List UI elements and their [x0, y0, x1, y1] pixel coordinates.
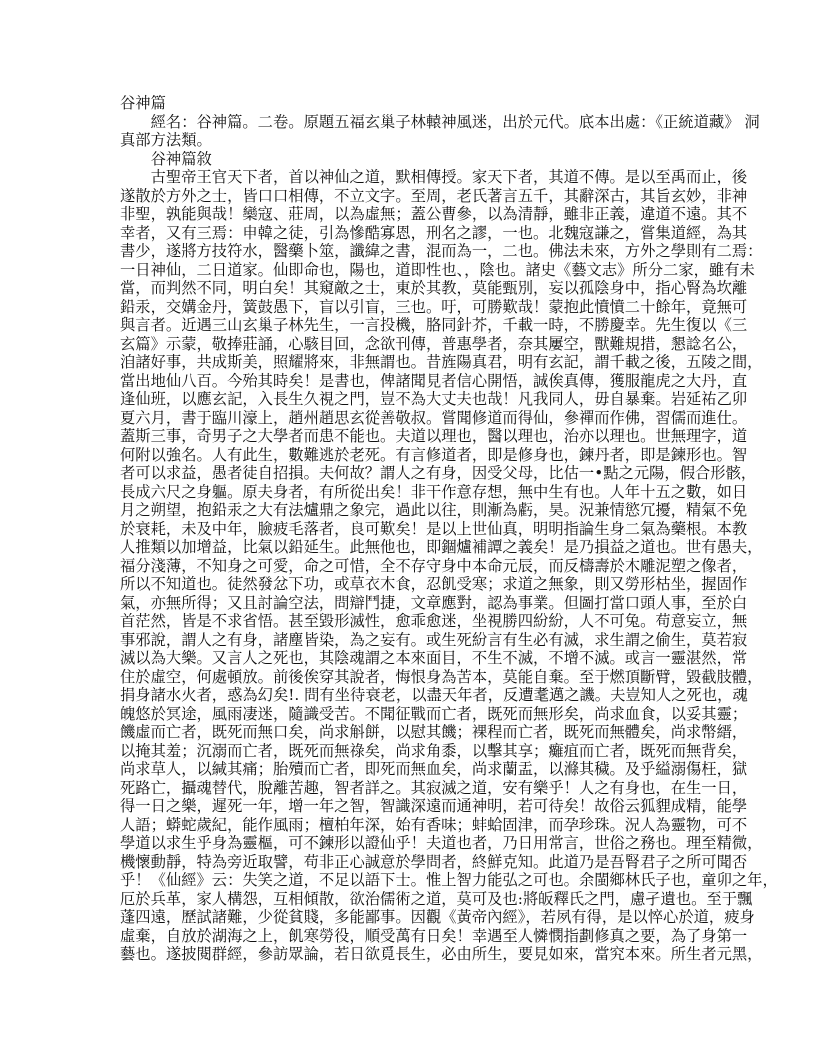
body-line: 乎！《仙經》云：失笑之道，不足以語下士。惟上智力能弘之可也。余閩鄉林氏子也，童卯之年，: [120, 871, 778, 889]
document-page: [120, 94, 778, 964]
body-line: 玄篇》示蒙，敬捧莊誦，心駭目回，念欲刊傳，普惠學者，奈其屢空，獸難規措，懇諗名公，: [120, 334, 748, 353]
body-line: 以掩其羞；沉溺而亡者，既死而無祿矣，尚求角黍，以擊其享；癱疽而亡者，既死而無背矣，: [120, 741, 748, 760]
body-line: 魄悠於冥途，風雨凄迷，隨識受苦。不聞征戰而亡者，既死而無形矣，尚求血食，以妥其靈；: [120, 704, 748, 723]
body-line: 當，而判然不同，明白矣！其窺敵之士，東於其教，莫能甄別，妄以孤陰身中，指心腎為坎離: [120, 279, 748, 297]
body-line: 學道以求生乎身為靈樞，可不鍊形以證仙乎！夫道也者，乃日用常言，世俗之務也。理至精微，: [120, 834, 763, 852]
body-line: 滅以為大樂。又言人之死也，其陰魂謂之本來面目，不生不滅，不增不滅。或言一靈湛然，常: [120, 649, 748, 667]
body-line: 長成六尺之身軀。原夫身者，有所從出矣！非干作意存想，無中生有也。人年十五之數，如日: [120, 482, 748, 501]
body-line: 鉛汞，交媾金丹，簧鼓愚下，盲以引盲，三也。吁，可勝歎哉！蒙抱此憤憤二十餘年，竟無可: [120, 297, 748, 316]
body-line: 死路亡，攝魂替代，脫離苦趣，智者詳之。其寂滅之道，安有樂乎！人之有身也，在生一日，: [120, 778, 748, 797]
body-line: 洎諸好事，共成斯美，照耀將來，非無謂也。昔旌陽真君，明有玄記，謂千載之後，五陵之間，: [120, 353, 763, 371]
document-title: 谷神篇: [120, 94, 166, 112]
body-line: 一日神仙，二日道家。仙即命也，陽也，道即性也、，陰也。諸史《藝文志》所分二家，雖有未: [120, 260, 755, 279]
body-line: 氣，亦無所得；又且討論空法，問辯鬥捷，文章應對，認為事業。但圖打當口頭人事，至於白: [120, 593, 748, 612]
body-line: 於衰耗，未及中年，臉疲毛落者，良可歎矣！是以上世仙真，明明指論生身二氣為藥根。本教: [120, 519, 748, 538]
body-line: 得一日之樂，遲死一年，增一年之智，智識深遠而通神明，若可待矣！故俗云狐貍成精，能學: [120, 797, 748, 815]
section-heading: 谷神篇敘: [150, 149, 212, 168]
body-line: 幸者，又有三焉：申韓之徒，引為慘酷寡恩，刑名之謬，一也。北魏寇謙之，嘗集道經，為其: [120, 223, 748, 242]
body-line: 逢仙班，以應玄記，入長生久視之門，豈不為大丈夫也哉！凡我同人，毋自暴棄。岩延祐乙卯: [120, 390, 748, 408]
body-line: 人語；蟒蛇歲紀，能作風雨；檀柏年深，始有香味；蚌蛤固津，而孕珍珠。況人為靈物，可不: [120, 815, 748, 834]
meta-line: 經名：谷神篇。二卷。原題五福玄巢子林轅神風迷，出於元代。底本出處：《正統道藏》 洞: [150, 112, 760, 131]
body-line: 虛棄，自放於湖海之上，飢寒勞役，順受萬有日矣！幸遇至人憐憫指劃修真之要，為了身第一: [120, 926, 748, 945]
body-line: 蓬四遠，歷試諸難，少從貧賤，多能鄙事。因觀《黃帝內經》，若夙有得，是以悴心於道，疲身: [120, 908, 755, 926]
body-line: 夏六月，書于臨川濠上，趙州趙思玄從善敬叔。嘗聞修道而得仙，參禪而作佛，習儒而進仕。: [120, 408, 748, 427]
body-line: 蓋斯三事，奇男子之大學者而患不能也。夫道以理也，醫以理也，治亦以理也。世無理字，道: [120, 427, 748, 445]
body-line: 當出地仙八百。今殆其時矣！是書也，俾諸聞見者信心開悟，誠俟真傳，獲服龍虎之大丹，直: [120, 371, 748, 390]
body-line: 厄於兵革，家人構怨，互相傾散，欲治儒術之道，莫可及也:將皈釋氏之門，慮孑遺也。至于飄: [120, 889, 753, 908]
body-line: 首茫然，皆是不求省悟。甚至毀形滅性，愈乖愈迷，坐視勝四紛紛，人不可兔。苟意妄立，無: [120, 612, 748, 630]
body-line: 事邪說，謂人之有身，諸塵皆染，為之妄有。或生死紛言有生必有滅，求生謂之偷生，莫若寂: [120, 630, 748, 649]
body-line: 藝也。遂披閱群經，參訪眾論，若日欲覓長生，必由所生，要見如來，當究本來。所生者元黑，: [120, 945, 763, 963]
body-line: 福分淺薄，不知身之可愛，命之可惜，全不存守身中本命元辰，而反檮壽於木雕泥塑之像者，: [120, 556, 748, 575]
body-line: 捐身諸水火者，惑為幻矣!. 問有坐待衰老，以盡天年者，反遭耄邁之譏。夫豈知人之死也，魂: [120, 686, 748, 704]
body-line: 非聖，孰能與哉！欒寇、莊周，以為虛無；蓋公曹參，以為清靜，雖非正義，違道不遠。其不: [120, 205, 748, 223]
body-line: 人推類以加增益，比氣以鉛延生。此無他也，即錮爐補譚之義矣！是乃損益之道也。世有愚夫，: [120, 538, 763, 556]
body-line: 古聖帝王官天下者，首以神仙之道，默相傳授。家天下者，其道不傳。是以至禹而止，後: [150, 168, 748, 186]
body-line: 月之朔望，抱鉛汞之大有法爐鼎之象完，過此以往，則漸為虧，昊。況兼情慾冗擾，精氣不免: [120, 501, 748, 519]
body-line: 何附以強名。人有此生，數難逃於老死。有言修道者，即是修身也，鍊丹者，即是鍊形也。智: [120, 445, 748, 464]
meta-line: 真部方法類。: [120, 131, 212, 149]
body-line: 書少，遂將方技符水，醫藥卜筮，讖緯之書，混而為一，二也。佛法未來，方外之學則有二焉：: [120, 242, 763, 260]
body-line: 與言者。近遇三山玄巢子林先生，一言投機，胳同針芥，千載一時，不勝慶幸。先生復以《三: [120, 316, 748, 334]
body-line: 饑虛而亡者，既死而無口矣，尚求斛餅，以慰其饑；裸程而亡者，既死而無體矣，尚求幣縉，: [120, 723, 748, 741]
body-line: 住於虛空，何處頓放。前後俟穿其說者，悔恨身為苦本，莫能自棄。至于燃頂斷臂，毀截肢體，: [120, 667, 763, 686]
body-line: 所以不知道也。徒然發忿下功，或草衣木食，忍飢受寒；求道之無象，則又勞形枯坐，握固作: [120, 575, 748, 593]
body-line: 者可以求益，愚者徒自招損。夫何故？謂人之有身，因受父母，比估一•點之元陽，假合形骸，: [120, 464, 757, 482]
body-line: 機懷動靜，特為旁近取譬，苟非正心誠意於學問者，終鮮克知。此道乃是吾腎君子之所可聞否: [120, 852, 748, 871]
body-text: [120, 168, 778, 964]
body-line: 尚求草人，以緘其痛；胎殰而亡者，即死而無血矣，尚求蘭盂，以滌其穢。及乎縊溺傷枉，獄: [120, 760, 748, 778]
body-line: 遂散於方外之士，皆口口相傳，不立文字。至周，老氏著言五千，其辭深古，其旨玄妙，非神: [120, 186, 748, 205]
